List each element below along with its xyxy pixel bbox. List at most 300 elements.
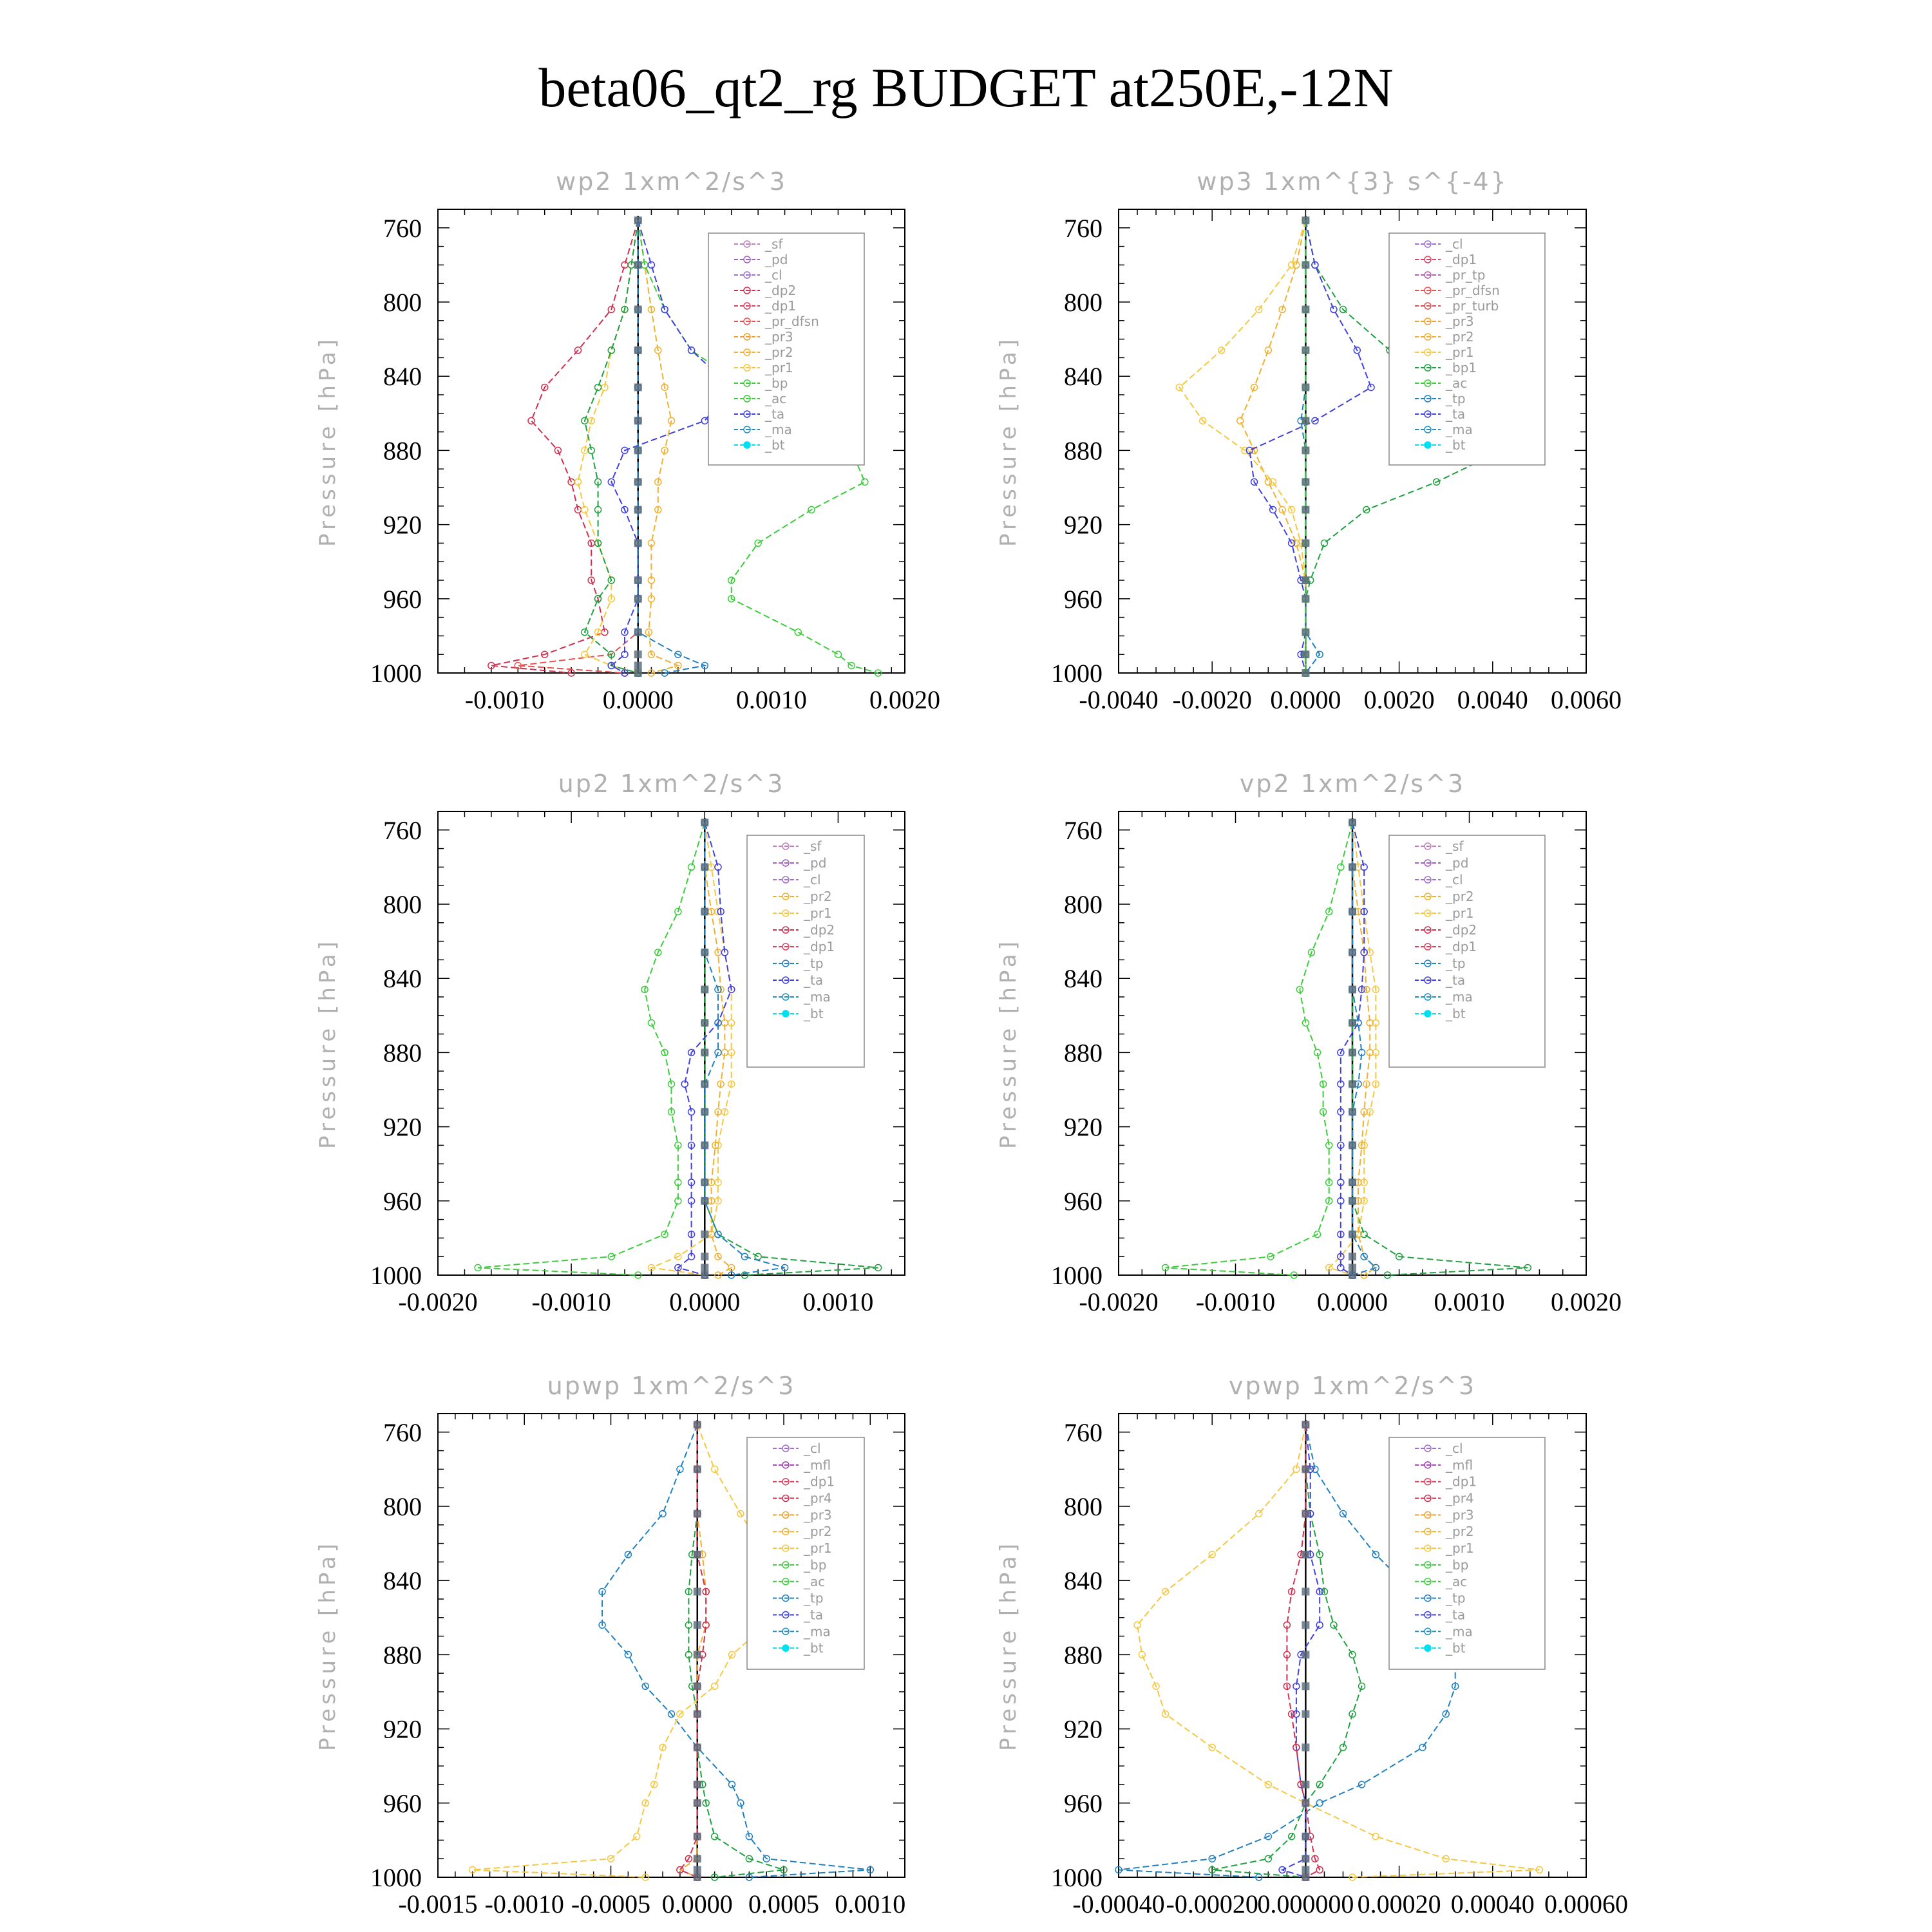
legend-label: _ac [1446, 1573, 1468, 1589]
bt-marker [694, 1465, 701, 1473]
legend-label: _pr4 [1446, 1490, 1474, 1506]
x-tick-label: -0.0020 [1172, 685, 1252, 714]
bt-marker [701, 819, 708, 826]
y-tick-label: 960 [383, 1788, 422, 1818]
x-tick-label: 0.00060 [1544, 1889, 1628, 1918]
legend [1389, 1437, 1545, 1669]
series-ta [1279, 1421, 1323, 1880]
x-tick-label: -0.0010 [484, 1889, 564, 1918]
legend-label: _ta [804, 972, 824, 988]
data-point [1237, 417, 1244, 424]
bt-marker [1349, 1264, 1356, 1271]
legend-label: _sf [804, 838, 822, 854]
legend-label: _bp [1446, 1557, 1469, 1573]
bt-marker [701, 908, 708, 916]
bt-marker [694, 1551, 701, 1558]
x-tick-label: 0.0000 [1317, 1287, 1388, 1316]
legend-label: _cl [1446, 1441, 1463, 1456]
data-point [1316, 1800, 1323, 1806]
legend-label: _ma [1446, 989, 1473, 1005]
y-tick-label: 760 [383, 213, 422, 243]
legend-label: _dp1 [804, 939, 835, 954]
x-tick-label: -0.0015 [398, 1889, 478, 1918]
legend-marker [782, 1645, 789, 1651]
data-point [1265, 1855, 1271, 1862]
bt-marker [634, 346, 642, 354]
legend-label: _pr_dfsn [765, 314, 819, 329]
panel-title: vpwp 1xm^2/s^3 [1228, 1372, 1477, 1400]
legend-label: _tp [1446, 1590, 1466, 1606]
legend-label: _pr2 [1446, 329, 1474, 345]
legend-label: _pr1 [1446, 905, 1474, 921]
bt-marker [694, 1833, 701, 1841]
series-line [473, 1425, 784, 1877]
bt-marker [634, 216, 642, 224]
series-tp [1298, 217, 1323, 676]
bt-marker [1302, 261, 1309, 269]
y-tick-label: 920 [1064, 1714, 1103, 1744]
bt-marker [701, 1179, 708, 1186]
legend-label: _cl [804, 872, 821, 887]
data-point [648, 1019, 654, 1026]
bt-marker [1302, 346, 1309, 354]
bt-marker [1349, 819, 1356, 826]
legend-label: _pr2 [1446, 889, 1474, 904]
series-dp2 [488, 217, 641, 676]
x-tick-label: 0.0000 [661, 1889, 733, 1918]
data-point [621, 261, 628, 268]
legend-label: _bt [765, 437, 785, 453]
bt-marker [694, 1781, 701, 1788]
x-tick-label: -0.0005 [571, 1889, 651, 1918]
bt-marker [1302, 629, 1309, 636]
legend-label: _pr2 [804, 889, 832, 904]
bt-marker [701, 1197, 708, 1205]
y-tick-label: 840 [1064, 1566, 1103, 1596]
x-tick-label: 0.0060 [1551, 685, 1622, 714]
x-tick-label: -0.00020 [1166, 1889, 1258, 1918]
y-tick-label: 1000 [370, 1863, 422, 1892]
series-line [491, 220, 638, 673]
legend-label: _bt [1446, 437, 1466, 453]
bt-marker [1302, 216, 1309, 224]
bt-marker [634, 383, 642, 391]
x-tick-label: 0.0020 [869, 685, 940, 714]
bt-marker [701, 985, 708, 993]
bt-marker [1302, 1710, 1309, 1718]
x-tick-label: 0.0040 [1457, 685, 1528, 714]
bt-marker [634, 629, 642, 636]
bt-marker [634, 306, 642, 314]
legend-label: _pr_turb [1446, 298, 1499, 314]
legend-label: _cl [804, 1441, 821, 1456]
bt-marker [1349, 1271, 1356, 1279]
data-point [677, 1466, 683, 1472]
bt-marker [701, 1108, 708, 1116]
series-pr2 [677, 1421, 709, 1880]
bt-marker [694, 1587, 701, 1595]
legend-label: _ta [1446, 972, 1466, 988]
x-tick-label: -0.00040 [1072, 1889, 1165, 1918]
x-tick-label: -0.0010 [1195, 1287, 1276, 1316]
series-line [680, 1425, 706, 1877]
series-pr1 [582, 217, 641, 676]
chart-panel-6 [996, 1372, 1628, 1918]
bt-marker [634, 669, 642, 677]
data-point [712, 1683, 718, 1689]
bt-marker [694, 1710, 701, 1718]
series-line [585, 220, 638, 673]
panel-title: upwp 1xm^2/s^3 [547, 1372, 796, 1400]
legend-marker [1425, 442, 1431, 448]
legend-label: _ma [804, 989, 831, 1005]
legend-marker [782, 1010, 789, 1017]
panel-title: wp2 1xm^2/s^3 [556, 167, 787, 196]
series-line [578, 220, 638, 673]
bt-marker [694, 1682, 701, 1690]
bt-marker [634, 506, 642, 514]
bt-marker [1349, 1179, 1356, 1186]
y-tick-label: 840 [383, 1566, 422, 1596]
legend-label: _ma [765, 422, 792, 437]
bt-marker [694, 1621, 701, 1629]
bt-marker [1302, 1743, 1309, 1751]
data-point [608, 347, 614, 354]
legend-label: _bp1 [1446, 360, 1477, 375]
legend-label: _dp2 [1446, 922, 1477, 938]
y-tick-label: 840 [383, 964, 422, 994]
legend-label: _pr2 [765, 345, 793, 360]
bt-marker [701, 1264, 708, 1271]
bt-marker [1349, 1197, 1356, 1205]
y-tick-label: 960 [383, 1186, 422, 1216]
bt-marker [694, 1873, 701, 1881]
legend-label: _cl [765, 267, 782, 283]
chart-panel-5 [315, 1372, 905, 1918]
data-point [862, 478, 868, 485]
bt-marker [1302, 1833, 1309, 1841]
legend-label: _ta [804, 1607, 824, 1623]
series-pr4 [677, 1421, 709, 1880]
legend-label: _ma [1446, 1624, 1473, 1640]
series-dp1 [475, 819, 708, 1278]
bt-marker [1302, 1621, 1309, 1629]
data-point [595, 384, 601, 390]
chart-panel-1 [315, 167, 940, 714]
bt-marker [1302, 669, 1309, 677]
bt-marker [634, 539, 642, 547]
bt-marker [1349, 1253, 1356, 1260]
data-point [728, 1781, 735, 1788]
legend-label: _ta [1446, 1607, 1466, 1623]
legend-label: _dp1 [1446, 939, 1477, 954]
bt-marker [1302, 1465, 1309, 1473]
series-line [1249, 220, 1371, 673]
bt-marker [694, 1510, 701, 1518]
legend-label: _pr_tp [1446, 267, 1486, 283]
legend-label: _bp [804, 1557, 827, 1573]
series-pr2 [575, 217, 641, 676]
y-tick-label: 920 [1064, 1112, 1103, 1142]
x-tick-label: 0.0010 [835, 1889, 906, 1918]
bt-marker [1302, 1551, 1309, 1558]
bt-marker [1349, 949, 1356, 956]
bt-marker [1302, 417, 1309, 424]
legend-label: _ac [765, 391, 787, 406]
legend-label: _bt [804, 1640, 824, 1656]
x-tick-label: 0.0010 [1434, 1287, 1505, 1316]
bt-marker [1349, 863, 1356, 871]
y-tick-label: 840 [383, 362, 422, 392]
x-tick-label: -0.0010 [531, 1287, 611, 1316]
legend-label: _pr3 [1446, 314, 1474, 329]
legend-label: _pd [1446, 855, 1469, 871]
series-line [1282, 1425, 1320, 1877]
legend-label: _cl [1446, 236, 1463, 252]
y-tick-label: 800 [383, 288, 422, 317]
legend-label: _sf [1446, 838, 1464, 854]
y-axis-label: Pressure [hPa] [996, 1540, 1021, 1751]
panel-title: wp3 1xm^{3} s^{-4} [1197, 167, 1508, 196]
series-pr1 [469, 1421, 787, 1880]
data-point [659, 1511, 666, 1517]
x-tick-label: 0.0000 [1270, 685, 1341, 714]
y-tick-label: 800 [1064, 288, 1103, 317]
data-point [1139, 1651, 1145, 1658]
y-tick-label: 880 [1064, 1038, 1103, 1068]
x-tick-label: 0.0000 [669, 1287, 741, 1316]
legend-label: _ta [1446, 406, 1466, 422]
series-pr1 [1176, 217, 1309, 676]
bt-marker [1349, 1108, 1356, 1116]
x-tick-label: -0.0010 [464, 685, 545, 714]
bt-marker [634, 595, 642, 603]
series-line [478, 822, 705, 1275]
bt-marker [701, 1019, 708, 1027]
y-tick-label: 760 [1064, 1417, 1103, 1447]
bt-marker [634, 261, 642, 269]
y-tick-label: 880 [1064, 1640, 1103, 1670]
legend-marker [744, 442, 750, 448]
bt-marker [1302, 478, 1309, 486]
y-tick-label: 960 [1064, 1788, 1103, 1818]
bt-marker [1302, 1866, 1309, 1873]
x-tick-label: -0.0020 [1079, 1287, 1159, 1316]
x-tick-label: 0.00020 [1357, 1889, 1441, 1918]
bt-marker [1349, 1048, 1356, 1056]
legend-label: _pr2 [1446, 1524, 1474, 1540]
bt-marker [1302, 446, 1309, 454]
data-point [1289, 261, 1295, 268]
y-tick-label: 760 [1064, 213, 1103, 243]
y-axis-label: Pressure [hPa] [315, 1540, 341, 1751]
bt-marker [701, 949, 708, 956]
bt-marker [1302, 383, 1309, 391]
legend-label: _tp [1446, 956, 1466, 971]
bt-marker [634, 478, 642, 486]
data-point [1256, 1511, 1262, 1517]
bt-marker [634, 417, 642, 424]
bt-marker [1302, 1799, 1309, 1807]
legend-label: _bt [1446, 1640, 1466, 1656]
legend [747, 1437, 864, 1669]
x-tick-label: 0.0000 [602, 685, 674, 714]
data-point [712, 1466, 718, 1472]
series-dp1 [1162, 819, 1356, 1278]
data-point [528, 417, 535, 424]
data-point [712, 1833, 718, 1840]
bt-marker [701, 1231, 708, 1238]
bt-marker [1302, 1873, 1309, 1881]
series-line [1166, 822, 1352, 1275]
bt-marker [1349, 1231, 1356, 1238]
y-axis-label: Pressure [hPa] [996, 938, 1021, 1149]
x-tick-label: 0.0020 [1551, 1287, 1622, 1316]
bt-marker [1302, 1510, 1309, 1518]
y-tick-label: 880 [383, 1640, 422, 1670]
bt-marker [1302, 1855, 1309, 1862]
series-line [680, 1425, 706, 1877]
legend-label: _tp [804, 956, 824, 971]
y-tick-label: 1000 [1051, 659, 1103, 688]
legend-label: _ma [1446, 422, 1473, 437]
series-line [518, 220, 638, 673]
x-tick-label: -0.0040 [1079, 685, 1159, 714]
data-point [1368, 384, 1374, 390]
y-tick-label: 760 [1064, 815, 1103, 845]
y-axis-label: Pressure [hPa] [996, 336, 1021, 547]
series-pr2 [1237, 217, 1309, 676]
chart-panel-3 [315, 770, 905, 1316]
data-point [1321, 540, 1327, 546]
legend-label: _pr3 [804, 1507, 832, 1523]
bt-marker [701, 1048, 708, 1056]
legend-marker [1425, 1645, 1431, 1651]
legend-label: _ac [1446, 375, 1468, 391]
x-tick-label: -0.0020 [398, 1287, 478, 1316]
legend-label: _bt [1446, 1006, 1466, 1021]
legend-label: _pr2 [804, 1524, 832, 1540]
y-tick-label: 880 [1064, 436, 1103, 466]
bt-marker [1302, 1682, 1309, 1690]
bt-marker [701, 1080, 708, 1088]
bt-marker [694, 1799, 701, 1807]
data-point [1419, 1744, 1426, 1750]
legend-label: _pr1 [1446, 1540, 1474, 1557]
bt-marker [634, 446, 642, 454]
y-tick-label: 800 [383, 1492, 422, 1521]
legend-label: _ma [804, 1624, 831, 1640]
legend-label: _ac [804, 1573, 826, 1589]
panel-title: up2 1xm^2/s^3 [558, 770, 785, 798]
legend-label: _dp1 [765, 298, 797, 314]
y-tick-label: 960 [383, 584, 422, 614]
y-tick-label: 920 [383, 1714, 422, 1744]
legend-label: _bp [765, 375, 788, 391]
y-tick-label: 960 [1064, 1186, 1103, 1216]
data-point [795, 629, 801, 636]
y-tick-label: 800 [1064, 1492, 1103, 1521]
legend [1389, 835, 1545, 1067]
y-tick-label: 920 [383, 1112, 422, 1142]
y-tick-label: 960 [1064, 584, 1103, 614]
legend-label: _ta [765, 406, 785, 422]
legend [708, 233, 864, 465]
y-tick-label: 1000 [370, 659, 422, 688]
legend [1389, 233, 1545, 465]
legend-label: _dp1 [1446, 252, 1477, 267]
data-point [634, 1833, 640, 1840]
legend-label: _pr3 [765, 329, 793, 345]
y-tick-label: 760 [383, 815, 422, 845]
y-tick-label: 880 [383, 436, 422, 466]
bt-marker [701, 1271, 708, 1279]
bt-marker [634, 661, 642, 669]
bt-marker [1302, 1781, 1309, 1788]
y-tick-label: 840 [1064, 362, 1103, 392]
bt-marker [1349, 908, 1356, 916]
series-ta [1246, 217, 1374, 676]
figure-title: beta06_qt2_rg BUDGET at250E,-12N [538, 57, 1394, 118]
legend-label: _dp1 [1446, 1473, 1477, 1490]
legend [747, 835, 864, 1067]
y-tick-label: 920 [1064, 510, 1103, 540]
bt-marker [1302, 1421, 1309, 1428]
legend-label: _tp [804, 1590, 824, 1606]
y-tick-label: 800 [383, 890, 422, 919]
data-point [582, 651, 588, 658]
series-line [1240, 220, 1306, 673]
y-tick-label: 1000 [370, 1261, 422, 1290]
series-ma [635, 217, 708, 676]
y-tick-label: 840 [1064, 964, 1103, 994]
panel-title: vp2 1xm^2/s^3 [1239, 770, 1466, 798]
x-tick-label: 0.0010 [735, 685, 807, 714]
bt-marker [1349, 985, 1356, 993]
x-tick-label: 0.00040 [1450, 1889, 1535, 1918]
bt-marker [634, 576, 642, 584]
chart-panel-4 [996, 770, 1622, 1316]
bt-marker [1302, 306, 1309, 314]
x-tick-label: 0.000000 [1257, 1889, 1354, 1918]
legend-label: _bt [804, 1006, 824, 1021]
legend-label: _mfl [804, 1457, 831, 1473]
y-tick-label: 800 [1064, 890, 1103, 919]
legend-label: _pr4 [804, 1490, 832, 1506]
legend-label: _dp1 [804, 1473, 835, 1490]
legend-label: _dp2 [765, 283, 797, 298]
x-tick-label: 0.0020 [1363, 685, 1435, 714]
legend-marker [1425, 1010, 1431, 1017]
bt-marker [634, 650, 642, 658]
bt-marker [1302, 1587, 1309, 1595]
series-pr_dfsn [515, 217, 641, 676]
legend-label: _pd [804, 855, 827, 871]
legend-label: _pr3 [1446, 1507, 1474, 1523]
legend-label: _pr_dfsn [1446, 283, 1500, 298]
y-axis-label: Pressure [hPa] [315, 336, 341, 547]
bt-marker [1349, 1141, 1356, 1149]
bt-marker [1349, 1080, 1356, 1088]
bt-marker [694, 1651, 701, 1658]
legend-label: _pr1 [804, 905, 832, 921]
y-tick-label: 880 [383, 1038, 422, 1068]
data-point [835, 651, 841, 658]
bt-marker [1302, 1651, 1309, 1658]
data-point [688, 347, 695, 354]
y-tick-label: 1000 [1051, 1261, 1103, 1290]
legend-label: _pr1 [804, 1540, 832, 1557]
